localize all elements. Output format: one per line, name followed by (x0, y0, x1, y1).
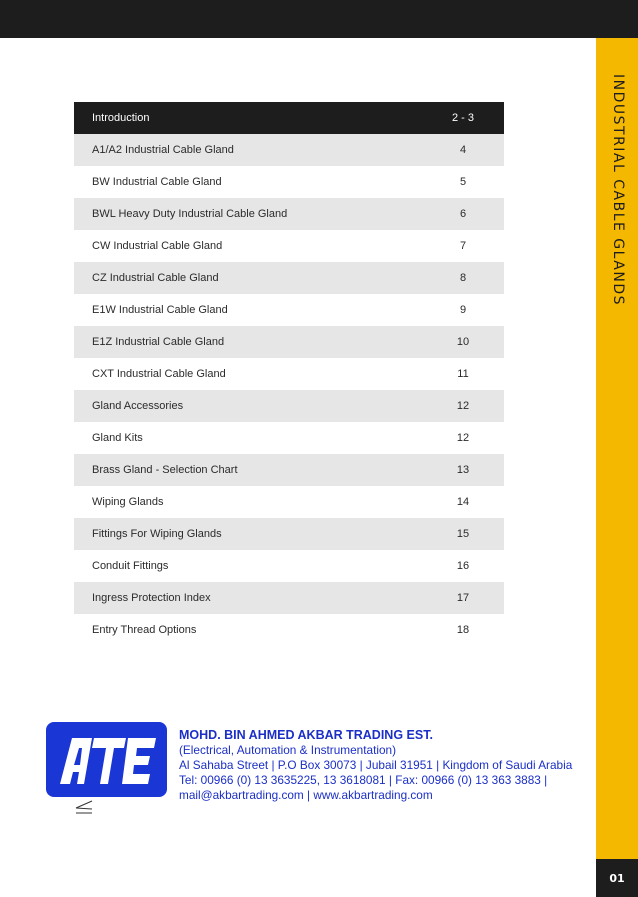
toc-row (74, 422, 504, 454)
ate-logo (46, 722, 167, 797)
company-tagline: (Electrical, Automation & Instrumentation) (179, 743, 397, 757)
side-title-container (596, 38, 638, 338)
toc-page: 14 (456, 496, 470, 508)
logo-letter-t (92, 738, 126, 784)
toc-page: 9 (459, 304, 467, 316)
table-of-contents (74, 102, 504, 646)
toc-page: 7 (459, 240, 467, 252)
toc-page: 13 (456, 464, 470, 476)
toc-title: Fittings For Wiping Glands (92, 528, 222, 540)
toc-page: 18 (456, 624, 470, 636)
toc-title: Introduction (92, 112, 150, 124)
toc-page: 2 - 3 (451, 112, 474, 124)
toc-page: 10 (456, 336, 470, 348)
logo-letter-e (122, 738, 156, 784)
toc-title: CXT Industrial Cable Gland (92, 368, 226, 380)
toc-title: Gland Kits (92, 432, 143, 444)
toc-title: CZ Industrial Cable Gland (92, 272, 219, 284)
side-title: INDUSTRIAL CABLE GLANDS (610, 74, 626, 306)
page-number: 01 (596, 859, 638, 897)
toc-row (74, 582, 504, 614)
company-address: Al Sahaba Street | P.O Box 30073 | Jubail 31951 | Kingdom of Saudi Arabia (179, 758, 573, 772)
toc-page: 8 (459, 272, 467, 284)
toc-row (74, 134, 504, 166)
toc-title: BW Industrial Cable Gland (92, 176, 222, 188)
company-info (179, 728, 595, 803)
toc-title: CW Industrial Cable Gland (92, 240, 223, 252)
company-name: MOHD. BIN AHMED AKBAR TRADING EST. (179, 728, 433, 742)
toc-row (74, 294, 504, 326)
toc-title: BWL Heavy Duty Industrial Cable Gland (92, 208, 288, 220)
toc-title: E1Z Industrial Cable Gland (92, 336, 225, 348)
toc-row (74, 262, 504, 294)
toc-page: 17 (456, 592, 470, 604)
toc-title: Gland Accessories (92, 400, 184, 412)
toc-row (74, 454, 504, 486)
toc-page: 4 (459, 144, 467, 156)
toc-page: 15 (456, 528, 470, 540)
toc-title: A1/A2 Industrial Cable Gland (92, 144, 234, 156)
toc-title: Conduit Fittings (92, 560, 169, 572)
toc-row (74, 486, 504, 518)
arrow-mark-icon (74, 796, 94, 816)
toc-row (74, 326, 504, 358)
toc-row (74, 614, 504, 646)
toc-row (74, 166, 504, 198)
toc-row (74, 390, 504, 422)
toc-title: Wiping Glands (92, 496, 164, 508)
logo-letter-a (60, 738, 92, 784)
toc-title: Ingress Protection Index (92, 592, 211, 604)
top-bar (0, 0, 638, 38)
company-phone: Tel: 00966 (0) 13 3635225, 13 3618081 | Fax: 00966 (0) 13 363 3883 | (179, 773, 548, 787)
toc-page: 5 (459, 176, 467, 188)
toc-row (74, 358, 504, 390)
toc-row (74, 550, 504, 582)
toc-title: E1W Industrial Cable Gland (92, 304, 228, 316)
toc-header-row (74, 102, 504, 134)
toc-row (74, 230, 504, 262)
toc-row (74, 198, 504, 230)
toc-row (74, 518, 504, 550)
toc-page: 16 (456, 560, 470, 572)
toc-page: 11 (457, 368, 469, 380)
company-web: mail@akbartrading.com | www.akbartrading.com (179, 788, 433, 802)
toc-page: 12 (456, 400, 470, 412)
toc-page: 6 (459, 208, 467, 220)
toc-page: 12 (456, 432, 470, 444)
ate-logo-mark (46, 722, 167, 797)
toc-title: Entry Thread Options (92, 624, 197, 636)
toc-title: Brass Gland - Selection Chart (92, 464, 238, 476)
